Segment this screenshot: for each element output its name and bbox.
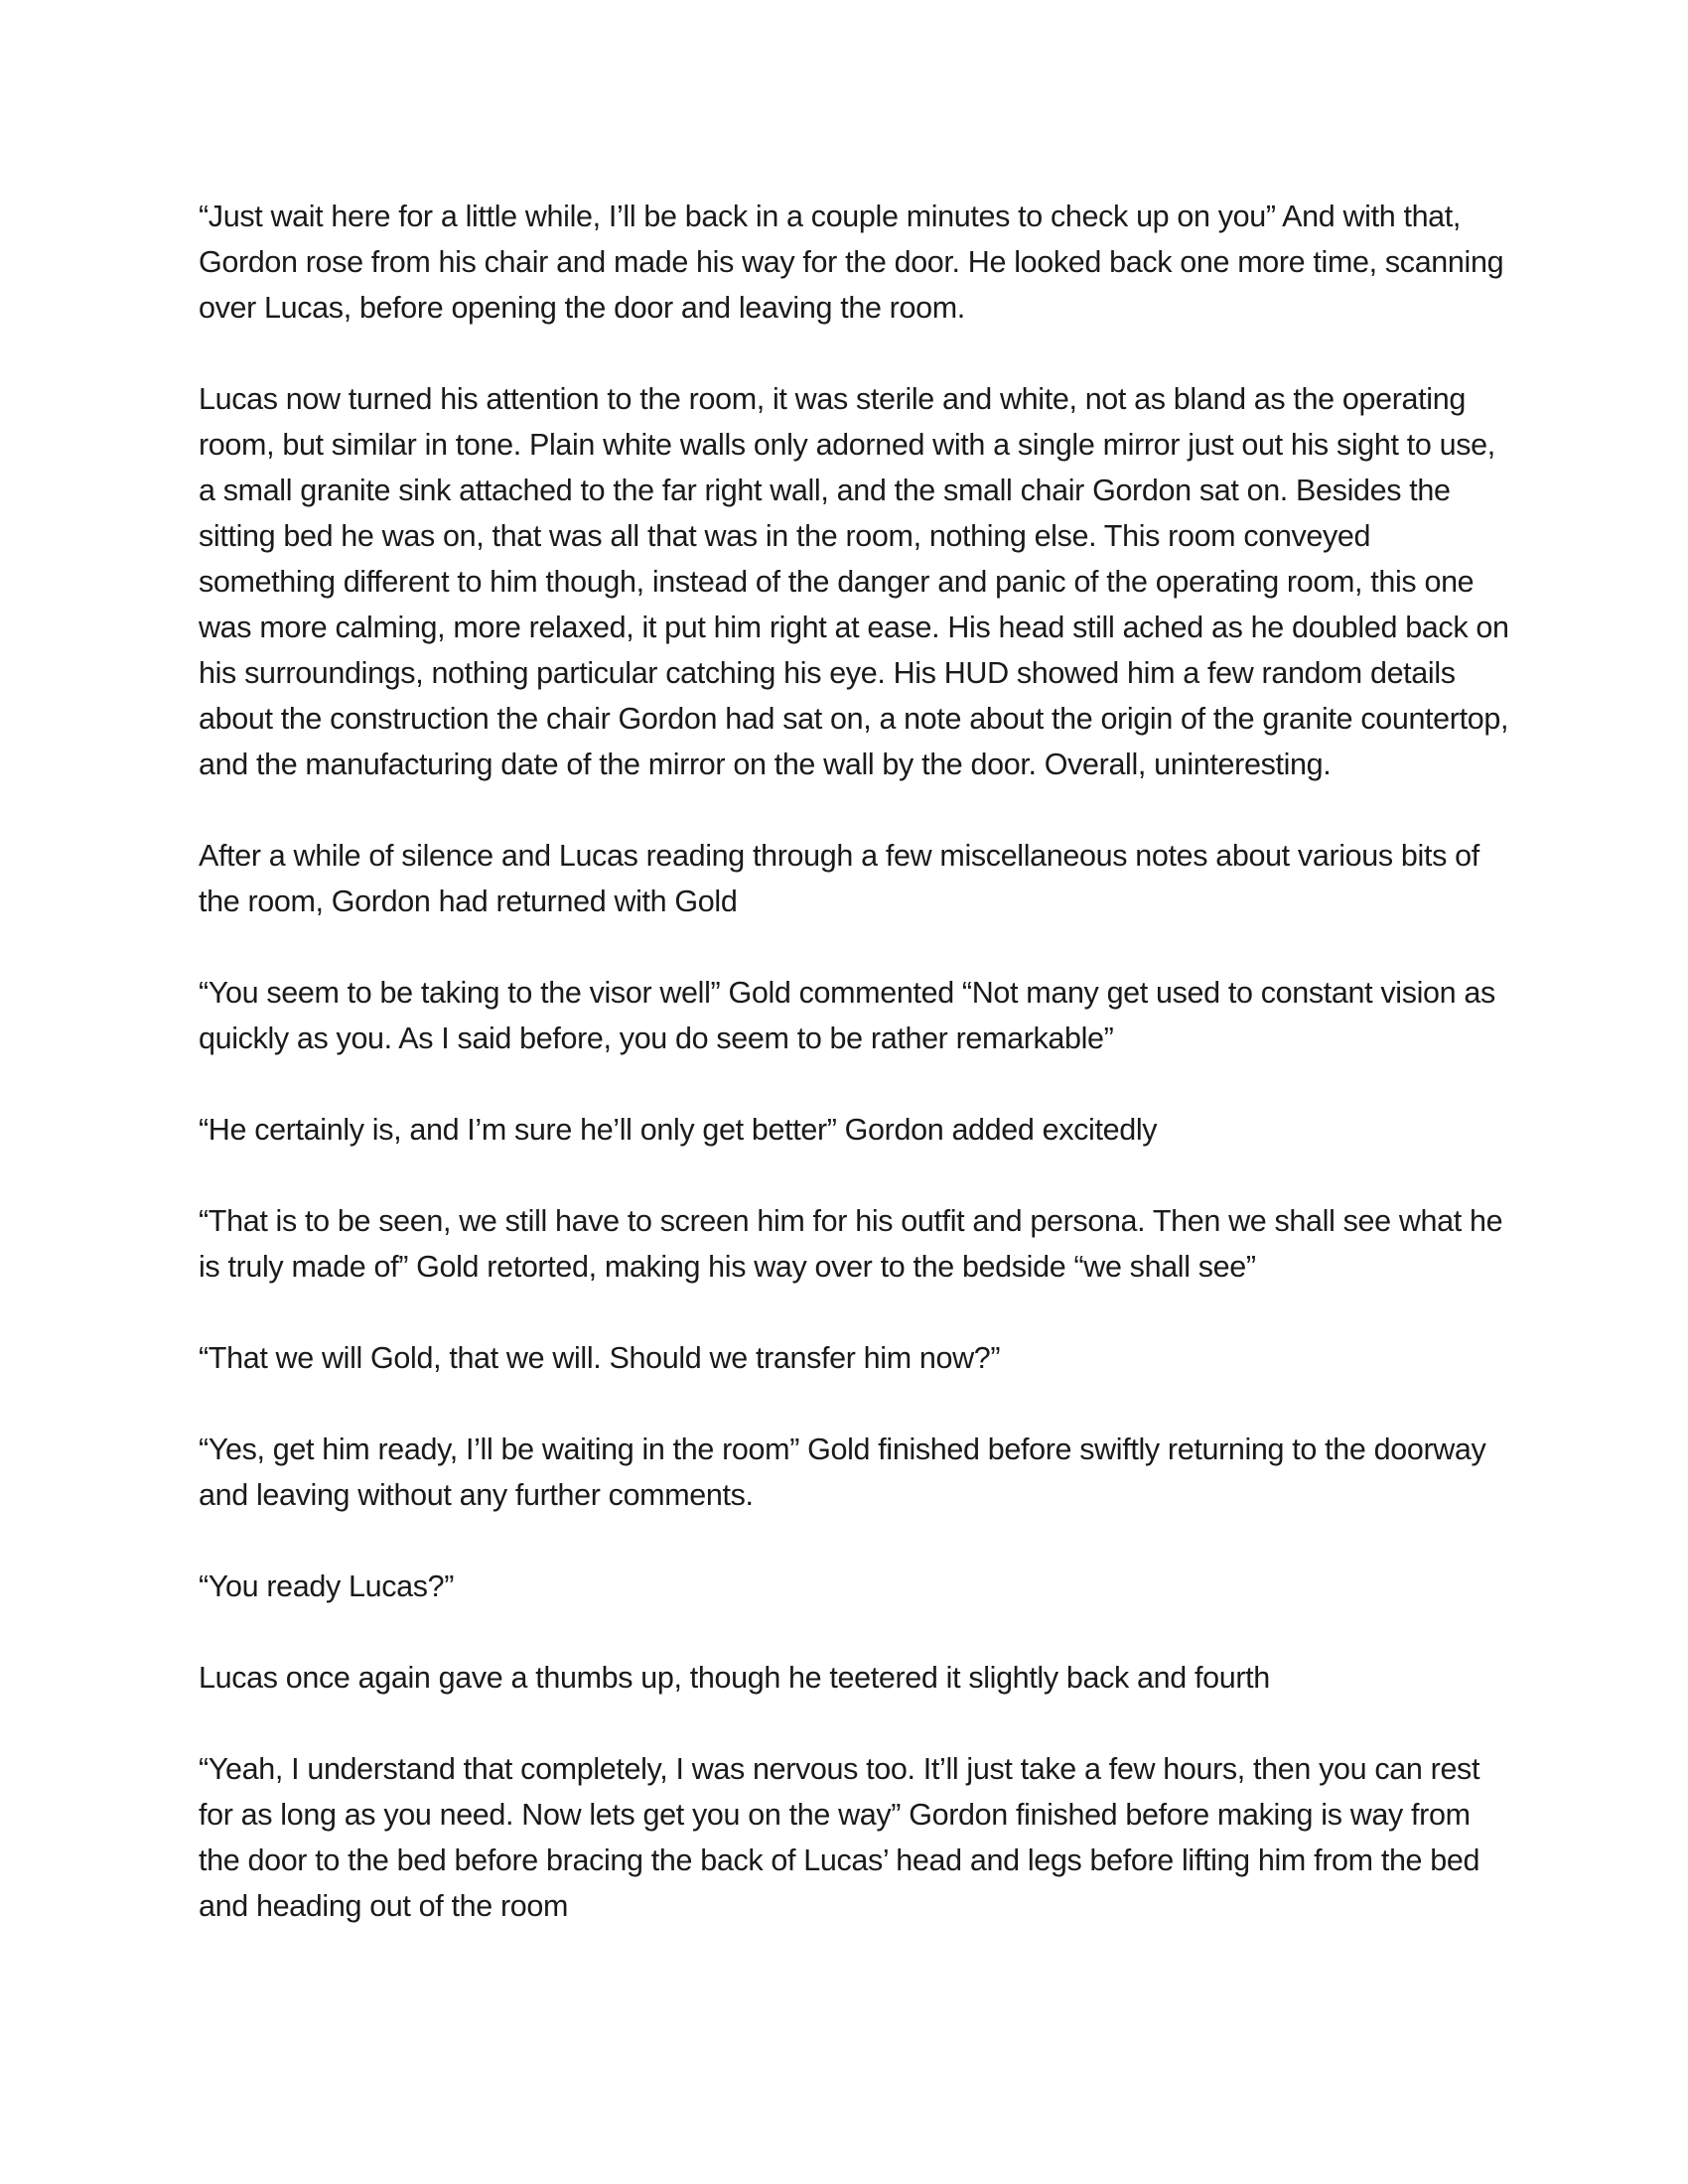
- paragraph-4: “You seem to be taking to the visor well” Gold commented “Not many get used to constant vision as quickly as you. As I said before, you do seem to be rather remarkable”: [199, 976, 1495, 1055]
- paragraph-7: “That we will Gold, that we will. Should we transfer him now?”: [199, 1341, 1001, 1375]
- paragraph-5: “He certainly is, and I’m sure he’ll only get better” Gordon added excitedly: [199, 1113, 1158, 1147]
- paragraph-11: “Yeah, I understand that completely, I was nervous too. It’ll just take a few hours, then you can rest for as long as you need. Now lets get you on the way” Gordon finished before making is way from the door to the bed before bracing the back of Lucas’ head and legs before lifting him from the bed and heading out of the room: [199, 1752, 1480, 1923]
- paragraph-6: “That is to be seen, we still have to screen him for his outfit and persona. Then we shall see what he is truly made of” Gold retorted, making his way over to the bedside “we shall see”: [199, 1204, 1503, 1284]
- paragraph-1: “Just wait here for a little while, I’ll be back in a couple minutes to check up on you” And with that, Gordon rose from his chair and made his way for the door. He looked back one more time, scanning over Lucas, before opening the door and leaving the room.: [199, 200, 1504, 325]
- paragraph-3: After a while of silence and Lucas reading through a few miscellaneous notes about various bits of the room, Gordon had returned with Gold: [199, 839, 1479, 918]
- paragraph-2: Lucas now turned his attention to the room, it was sterile and white, not as bland as the operating room, but similar in tone. Plain white walls only adorned with a single mirror just out his sight to use, a small granite sink attached to the far right wall, and the small chair Gordon sat on. Besides the sitting bed he was on, that was all that was in the room, nothing else. This room conveyed something different to him though, instead of the danger and panic of the operating room, this one was more calming, more relaxed, it put him right at ease. His head still ached as he doubled back on his surroundings, nothing particular catching his eye. His HUD showed him a few random details about the construction the chair Gordon had sat on, a note about the origin of the granite countertop, and the manufacturing date of the mirror on the wall by the door. Overall, uninteresting.: [199, 382, 1509, 781]
- paragraph-8: “Yes, get him ready, I’ll be waiting in the room” Gold finished before swiftly returning to the doorway and leaving without any further comments.: [199, 1433, 1486, 1512]
- paragraph-9: “You ready Lucas?”: [199, 1570, 455, 1603]
- document-page: [199, 194, 1509, 1929]
- paragraph-10: Lucas once again gave a thumbs up, though he teetered it slightly back and fourth: [199, 1661, 1270, 1695]
